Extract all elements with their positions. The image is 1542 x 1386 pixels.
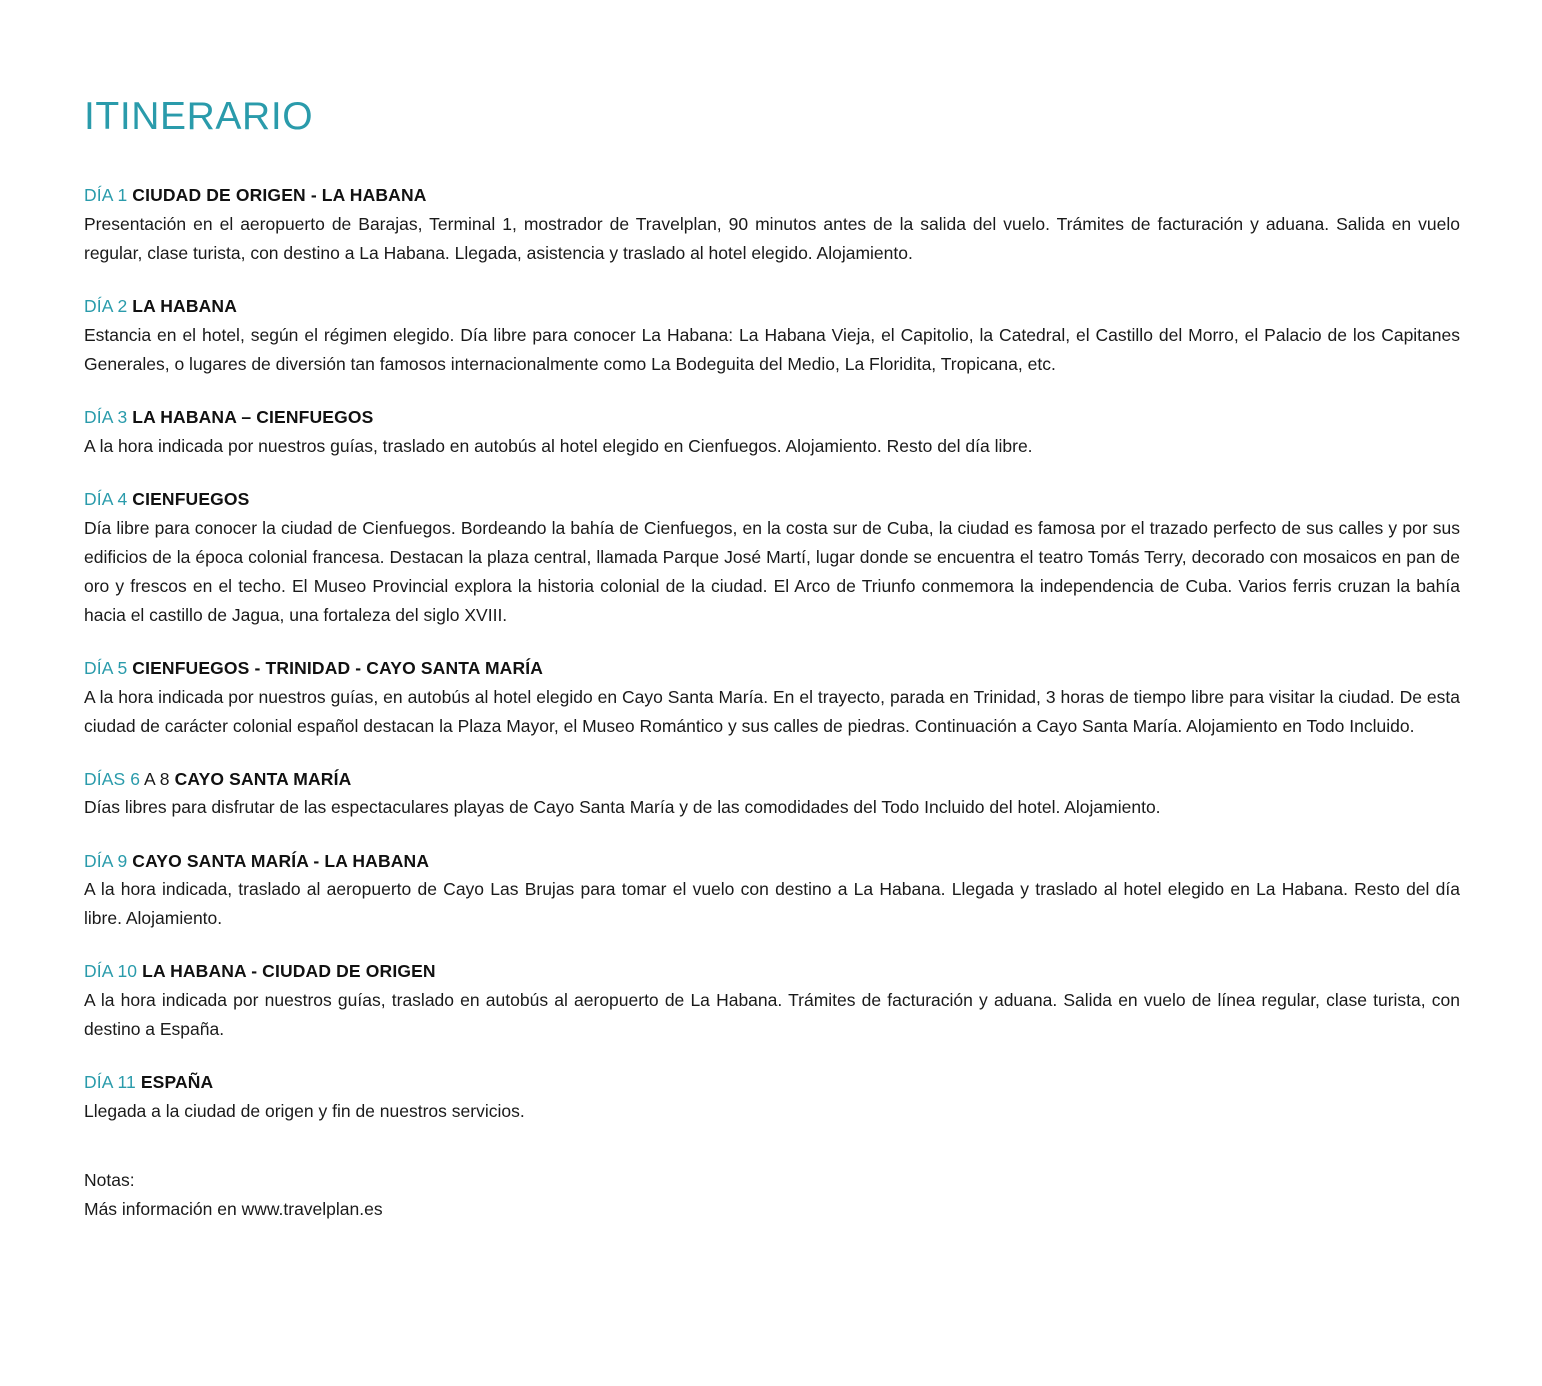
day-body: Días libres para disfrutar de las espectaculares playas de Cayo Santa María y de las comodidades del Todo Incluido del hotel. Alojamiento. [84,797,1161,818]
notes-more-info: Más información en www.travelplan.es [84,1199,383,1220]
day-title: LA HABANA - CIUDAD DE ORIGEN [142,961,436,982]
day-body: A la hora indicada por nuestros guías, traslado en autobús al hotel elegido en Cienfuegos. Alojamiento. Resto del día libre. [84,435,1033,456]
day-block [84,487,1460,630]
day-range-middle: A 8 [140,768,175,789]
day-heading [84,1070,1460,1095]
day-body: Llegada a la ciudad de origen y fin de nuestros servicios. [84,1101,525,1122]
day-label: DÍA 2 [84,295,128,316]
day-heading [84,767,1460,792]
day-body: A la hora indicada por nuestros guías, traslado en autobús al aeropuerto de La Habana. Trámites de facturación y aduana. Salida en vuelo de línea regular, clase turista, con destino a España. [84,990,1460,1040]
day-title: CAYO SANTA MARÍA - LA HABANA [132,850,430,871]
day-block [84,959,1460,1044]
day-label: DÍA 1 [84,184,128,205]
notes-block [84,1166,1460,1224]
day-label: DÍA 9 [84,850,128,871]
day-body: Estancia en el hotel, según el régimen elegido. Día libre para conocer La Habana: La Habana Vieja, el Capitolio, la Catedral, el Castillo del Morro, el Palacio de los Capitanes Generales, o lugares de diversión tan famosos internacionalmente como La Bodeguita del Medio, La Floridita, Tropicana, etc. [84,324,1460,374]
day-block [84,1070,1460,1126]
day-block [84,294,1460,379]
day-block [84,656,1460,741]
notes-heading: Notas: [84,1170,135,1191]
day-block [84,183,1460,268]
day-heading [84,294,1460,319]
day-label: DÍAS 6 [84,768,141,789]
day-block [84,405,1460,461]
day-heading [84,656,1460,681]
day-title: CIENFUEGOS [132,488,250,509]
day-title: CIUDAD DE ORIGEN - LA HABANA [132,184,427,205]
day-heading [84,405,1460,430]
day-body: A la hora indicada, traslado al aeropuerto de Cayo Las Brujas para tomar el vuelo con destino a La Habana. Llegada y traslado al hotel elegido en La Habana. Resto del día libre. Alojamiento. [84,879,1460,929]
day-body: Presentación en el aeropuerto de Barajas, Terminal 1, mostrador de Travelplan, 90 minutos antes de la salida del vuelo. Trámites de facturación y aduana. Salida en vuelo regular, clase turista, con destino a La Habana. Llegada, asistencia y traslado al hotel elegido. Alojamiento. [84,213,1460,263]
day-label: DÍA 4 [84,488,128,509]
day-title: CAYO SANTA MARÍA [174,768,352,789]
day-block [84,767,1460,823]
day-heading [84,487,1460,512]
day-heading [84,183,1460,208]
day-label: DÍA 11 [84,1072,136,1093]
day-heading [84,849,1460,874]
day-label: DÍA 10 [84,961,138,982]
day-title: CIENFUEGOS - TRINIDAD - CAYO SANTA MARÍA [132,657,544,678]
day-body: A la hora indicada por nuestros guías, en autobús al hotel elegido en Cayo Santa María. En el trayecto, parada en Trinidad, 3 horas de tiempo libre para visitar la ciudad. De esta ciudad de carácter colonial español destacan la Plaza Mayor, el Museo Romántico y sus calles de piedras. Continuación a Cayo Santa María. Alojamiento en Todo Incluido. [84,686,1460,736]
day-title: LA HABANA [132,295,237,316]
itinerary-days-list [84,183,1460,1126]
day-title: ESPAÑA [140,1072,214,1093]
day-block [84,849,1460,934]
day-body: Día libre para conocer la ciudad de Cienfuegos. Bordeando la bahía de Cienfuegos, en la costa sur de Cuba, la ciudad es famosa por el trazado perfecto de sus calles y por sus edificios de la época colonial francesa. Destacan la plaza central, llamada Parque José Martí, lugar donde se encuentra el teatro Tomás Terry, decorado con mosaicos en pan de oro y frescos en el techo. El Museo Provincial explora la historia colonial de la ciudad. El Arco de Triunfo conmemora la independencia de Cuba. Varios ferris cruzan la bahía hacia el castillo de Jagua, una fortaleza del siglo XVIII. [84,517,1460,625]
page-title: ITINERARIO [84,95,314,138]
day-heading [84,959,1460,984]
day-title: LA HABANA – CIENFUEGOS [132,406,374,427]
day-label: DÍA 3 [84,406,128,427]
day-label: DÍA 5 [84,657,128,678]
